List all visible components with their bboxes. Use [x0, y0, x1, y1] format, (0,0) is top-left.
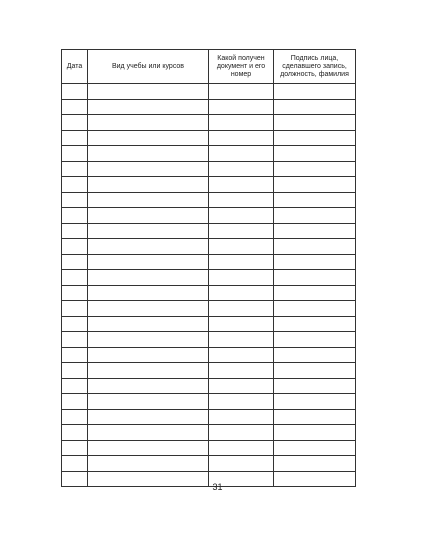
table-cell[interactable]	[209, 254, 274, 270]
header-date: Дата	[62, 50, 88, 84]
table-cell[interactable]	[62, 239, 88, 255]
table-cell[interactable]	[209, 208, 274, 224]
table-cell[interactable]	[209, 409, 274, 425]
table-cell[interactable]	[62, 208, 88, 224]
table-cell[interactable]	[88, 363, 209, 379]
table-cell[interactable]	[209, 192, 274, 208]
table-row	[62, 223, 356, 239]
table-row	[62, 425, 356, 441]
table-row	[62, 378, 356, 394]
table-cell[interactable]	[62, 285, 88, 301]
table-cell[interactable]	[209, 270, 274, 286]
table-row	[62, 316, 356, 332]
table-cell[interactable]	[274, 223, 356, 239]
table-cell[interactable]	[209, 239, 274, 255]
table-row	[62, 409, 356, 425]
table-cell[interactable]	[62, 425, 88, 441]
table-cell[interactable]	[209, 99, 274, 115]
table-row	[62, 440, 356, 456]
table-cell[interactable]	[88, 84, 209, 100]
training-record-table	[61, 49, 356, 487]
table-cell[interactable]	[274, 456, 356, 472]
table-row	[62, 177, 356, 193]
table-row	[62, 130, 356, 146]
table-cell[interactable]	[209, 161, 274, 177]
table-cell[interactable]	[88, 347, 209, 363]
table-cell[interactable]	[88, 254, 209, 270]
table-cell[interactable]	[88, 239, 209, 255]
table-cell[interactable]	[274, 440, 356, 456]
table-cell[interactable]	[88, 285, 209, 301]
table-cell[interactable]	[209, 301, 274, 317]
table-cell[interactable]	[62, 254, 88, 270]
table-cell[interactable]	[88, 161, 209, 177]
table-row	[62, 363, 356, 379]
table-cell[interactable]	[209, 115, 274, 131]
table-cell[interactable]	[62, 316, 88, 332]
table-cell[interactable]	[88, 394, 209, 410]
table-row	[62, 192, 356, 208]
table-row	[62, 301, 356, 317]
table-cell[interactable]	[209, 177, 274, 193]
table-cell[interactable]	[274, 177, 356, 193]
header-row	[62, 50, 356, 84]
table-cell[interactable]	[209, 456, 274, 472]
table-row	[62, 99, 356, 115]
table-cell[interactable]	[274, 409, 356, 425]
header-signature: Подпись лица, сделавшего запись, должность, фамилия	[274, 50, 356, 84]
table-cell[interactable]	[88, 409, 209, 425]
table-cell[interactable]	[274, 425, 356, 441]
table-cell[interactable]	[62, 409, 88, 425]
table-row	[62, 394, 356, 410]
table-cell[interactable]	[88, 378, 209, 394]
table-cell[interactable]	[209, 316, 274, 332]
table-row	[62, 84, 356, 100]
table-cell[interactable]	[62, 130, 88, 146]
table-cell[interactable]	[62, 84, 88, 100]
header-document: Какой получен документ и его номер	[209, 50, 274, 84]
table-cell[interactable]	[209, 363, 274, 379]
table-cell[interactable]	[274, 285, 356, 301]
header-training-type: Вид учебы или курсов	[88, 50, 209, 84]
table-cell[interactable]	[274, 146, 356, 162]
table-cell[interactable]	[209, 146, 274, 162]
table-row	[62, 146, 356, 162]
table-cell[interactable]	[88, 270, 209, 286]
table-cell[interactable]	[209, 347, 274, 363]
table-row	[62, 270, 356, 286]
table-cell[interactable]	[274, 192, 356, 208]
table-cell[interactable]	[209, 378, 274, 394]
table-cell[interactable]	[274, 239, 356, 255]
table-row	[62, 239, 356, 255]
table-cell[interactable]	[88, 130, 209, 146]
table-cell[interactable]	[62, 440, 88, 456]
table-cell[interactable]	[62, 161, 88, 177]
table-cell[interactable]	[62, 99, 88, 115]
table-cell[interactable]	[209, 394, 274, 410]
table-row	[62, 332, 356, 348]
table-cell[interactable]	[274, 84, 356, 100]
table-cell[interactable]	[62, 270, 88, 286]
table-row	[62, 285, 356, 301]
table-cell[interactable]	[209, 440, 274, 456]
table-cell[interactable]	[88, 146, 209, 162]
table-cell[interactable]	[88, 440, 209, 456]
table-cell[interactable]	[274, 254, 356, 270]
table-body	[62, 84, 356, 487]
table-cell[interactable]	[88, 192, 209, 208]
table-cell[interactable]	[88, 223, 209, 239]
table-cell[interactable]	[274, 99, 356, 115]
table-cell[interactable]	[274, 270, 356, 286]
table-cell[interactable]	[274, 332, 356, 348]
table-cell[interactable]	[62, 363, 88, 379]
table-cell[interactable]	[209, 84, 274, 100]
table-cell[interactable]	[274, 378, 356, 394]
table-row	[62, 208, 356, 224]
table-cell[interactable]	[88, 99, 209, 115]
table-cell[interactable]	[209, 425, 274, 441]
table-cell[interactable]	[209, 332, 274, 348]
table-cell[interactable]	[62, 347, 88, 363]
table-cell[interactable]	[274, 394, 356, 410]
table-cell[interactable]	[88, 208, 209, 224]
table-cell[interactable]	[62, 301, 88, 317]
table-cell[interactable]	[88, 115, 209, 131]
table-cell[interactable]	[62, 394, 88, 410]
table-cell[interactable]	[274, 130, 356, 146]
table-cell[interactable]	[88, 301, 209, 317]
table-cell[interactable]	[274, 115, 356, 131]
table-cell[interactable]	[274, 347, 356, 363]
table-cell[interactable]	[209, 130, 274, 146]
page-number: 31	[212, 482, 223, 492]
table-cell[interactable]	[88, 316, 209, 332]
table-row	[62, 347, 356, 363]
table-cell[interactable]	[88, 177, 209, 193]
table-cell[interactable]	[274, 316, 356, 332]
table-cell[interactable]	[62, 192, 88, 208]
table-cell[interactable]	[209, 223, 274, 239]
table-row	[62, 254, 356, 270]
table-cell[interactable]	[274, 363, 356, 379]
table-cell[interactable]	[88, 425, 209, 441]
table-cell[interactable]	[274, 301, 356, 317]
table-row	[62, 115, 356, 131]
table-cell[interactable]	[274, 161, 356, 177]
table-row	[62, 456, 356, 472]
table-row	[62, 161, 356, 177]
table-cell[interactable]	[88, 332, 209, 348]
table-cell[interactable]	[62, 332, 88, 348]
table-cell[interactable]	[62, 177, 88, 193]
table-cell[interactable]	[62, 378, 88, 394]
table-cell[interactable]	[209, 285, 274, 301]
table-cell[interactable]	[62, 115, 88, 131]
table-cell[interactable]	[62, 146, 88, 162]
table-cell[interactable]	[62, 223, 88, 239]
table-cell[interactable]	[88, 456, 209, 472]
table-cell[interactable]	[62, 456, 88, 472]
table-cell[interactable]	[274, 208, 356, 224]
